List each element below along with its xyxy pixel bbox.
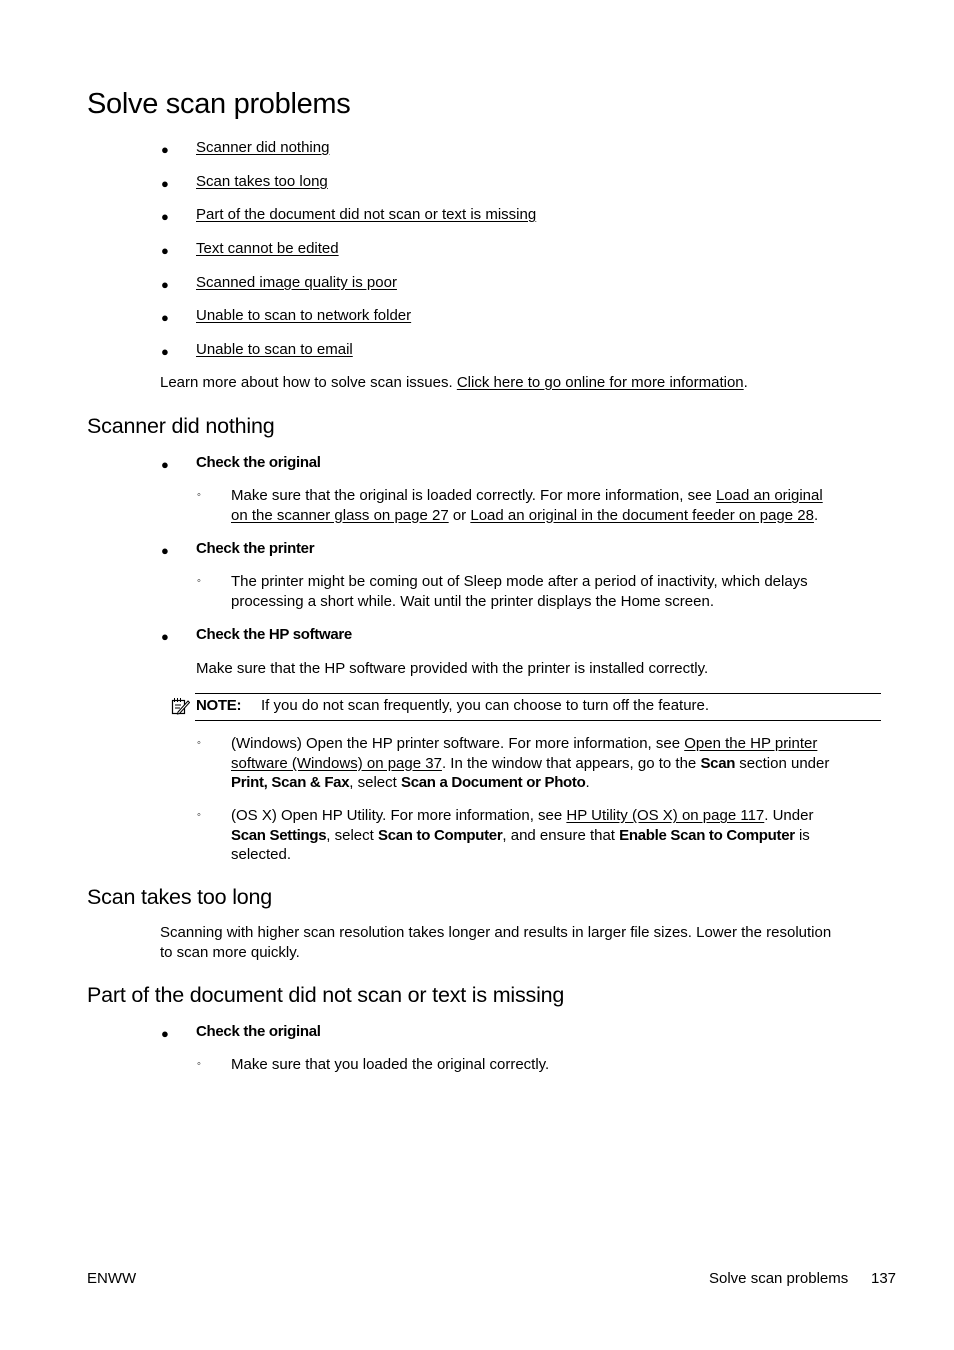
bullet-icon: ● bbox=[161, 310, 169, 325]
note-label: NOTE: bbox=[196, 697, 242, 714]
bullet-icon: ● bbox=[161, 142, 169, 157]
ui-term-scan-settings: Scan Settings bbox=[231, 826, 327, 844]
ui-term-scan-document: Scan a Document or Photo bbox=[400, 774, 586, 791]
ui-term-enable-scan: Enable Scan to Computer bbox=[619, 826, 795, 844]
toc-link-image-quality-poor[interactable]: Scanned image quality is poor bbox=[196, 274, 397, 291]
check-printer-label: Check the printer bbox=[196, 540, 315, 557]
online-info-link[interactable]: Click here to go online for more information bbox=[456, 374, 744, 391]
bullet-icon: ● bbox=[161, 457, 169, 472]
scan-too-long-text bbox=[160, 923, 831, 962]
sub-bullet-icon: ◦ bbox=[197, 1058, 201, 1070]
check-original-text bbox=[231, 486, 881, 525]
toc-link-part-of-document[interactable]: Part of the document did not scan or text is missing bbox=[196, 206, 537, 223]
toc-link-network-folder[interactable]: Unable to scan to network folder bbox=[196, 307, 412, 324]
check-hp-software-text: Make sure that the HP software provided with the printer is installed correctly. bbox=[196, 660, 709, 677]
toc-link-text-cannot-be-edited[interactable]: Text cannot be edited bbox=[196, 240, 339, 257]
learn-more-end: . bbox=[743, 374, 748, 391]
text: , select bbox=[326, 826, 374, 844]
text-line: The printer might be coming out of Sleep mode after a period of inactivity, which delays bbox=[231, 573, 808, 590]
bullet-icon: ● bbox=[161, 176, 169, 191]
note-text: If you do not scan frequently, you can choose to turn off the feature. bbox=[261, 697, 710, 714]
check-original-label: Check the original bbox=[196, 1023, 321, 1040]
sub-bullet-icon: ◦ bbox=[197, 737, 201, 749]
load-original-glass-link[interactable]: Load an original bbox=[715, 487, 823, 504]
bullet-icon: ● bbox=[161, 344, 169, 359]
learn-more-text: Learn more about how to solve scan issues. bbox=[160, 374, 453, 391]
bullet-icon: ● bbox=[161, 243, 169, 258]
load-original-glass-link-cont[interactable]: on the scanner glass on page 27 bbox=[231, 506, 449, 524]
text-line: processing a short while. Wait until the printer displays the Home screen. bbox=[231, 592, 714, 610]
text: is bbox=[798, 826, 810, 844]
text: (Windows) Open the HP printer software. For more information, see bbox=[231, 735, 681, 752]
text: . Under bbox=[764, 807, 814, 824]
windows-instructions bbox=[231, 734, 891, 793]
note-icon bbox=[171, 697, 190, 715]
ui-term-scan: Scan bbox=[700, 754, 736, 772]
bullet-icon: ● bbox=[161, 209, 169, 224]
check-printer-text bbox=[231, 572, 808, 611]
toc-link-scan-takes-too-long[interactable]: Scan takes too long bbox=[196, 173, 328, 190]
sub-bullet-icon: ◦ bbox=[197, 809, 201, 821]
section-heading-scanner-did-nothing: Scanner did nothing bbox=[87, 414, 275, 438]
text: (OS X) Open HP Utility. For more information, see bbox=[231, 807, 563, 824]
bullet-icon: ● bbox=[161, 543, 169, 558]
text: , and ensure that bbox=[502, 826, 615, 844]
learn-more-paragraph bbox=[160, 373, 748, 393]
load-original-feeder-link[interactable]: Load an original in the document feeder on page 28 bbox=[470, 506, 814, 524]
text: section under bbox=[739, 754, 830, 772]
text: . bbox=[585, 774, 590, 791]
footer-left: ENWW bbox=[87, 1270, 137, 1287]
osx-instructions bbox=[231, 806, 891, 865]
text: . bbox=[813, 506, 819, 524]
text: or bbox=[452, 506, 467, 524]
text: , select bbox=[349, 774, 397, 791]
check-original-label: Check the original bbox=[196, 454, 321, 471]
toc-link-scanner-did-nothing[interactable]: Scanner did nothing bbox=[196, 139, 330, 156]
open-hp-software-link[interactable]: Open the HP printer bbox=[684, 735, 818, 752]
text: . In the window that appears, go to the bbox=[441, 754, 697, 772]
text: selected. bbox=[231, 846, 292, 863]
bullet-icon: ● bbox=[161, 277, 169, 292]
page-number: 137 bbox=[871, 1270, 897, 1287]
ui-term-scan-to-computer: Scan to Computer bbox=[378, 826, 503, 844]
sub-bullet-icon: ◦ bbox=[197, 575, 201, 587]
ui-term-print-scan-fax: Print, Scan & Fax bbox=[231, 774, 350, 791]
note-top-rule bbox=[195, 693, 881, 694]
toc-link-scan-to-email[interactable]: Unable to scan to email bbox=[196, 341, 353, 358]
check-original-text: Make sure that you loaded the original correctly. bbox=[231, 1056, 550, 1073]
bullet-icon: ● bbox=[161, 1026, 169, 1041]
text: Make sure that the original is loaded correctly. For more information, see bbox=[231, 487, 712, 504]
open-hp-software-link-cont[interactable]: software (Windows) on page 37 bbox=[231, 754, 442, 772]
section-heading-part-of-document: Part of the document did not scan or text is missing bbox=[87, 983, 565, 1007]
check-hp-software-label: Check the HP software bbox=[196, 626, 352, 643]
text-line: Scanning with higher scan resolution takes longer and results in larger file sizes. Lower the resolution bbox=[160, 924, 832, 941]
section-heading-scan-takes-too-long: Scan takes too long bbox=[87, 885, 273, 909]
page-title: Solve scan problems bbox=[87, 88, 351, 120]
note-bottom-rule bbox=[195, 720, 881, 721]
footer-section-title: Solve scan problems bbox=[709, 1270, 849, 1287]
text-line: to scan more quickly. bbox=[160, 943, 300, 961]
hp-utility-link[interactable]: HP Utility (OS X) on page 117 bbox=[566, 807, 765, 824]
bullet-icon: ● bbox=[161, 629, 169, 644]
sub-bullet-icon: ◦ bbox=[197, 489, 201, 501]
